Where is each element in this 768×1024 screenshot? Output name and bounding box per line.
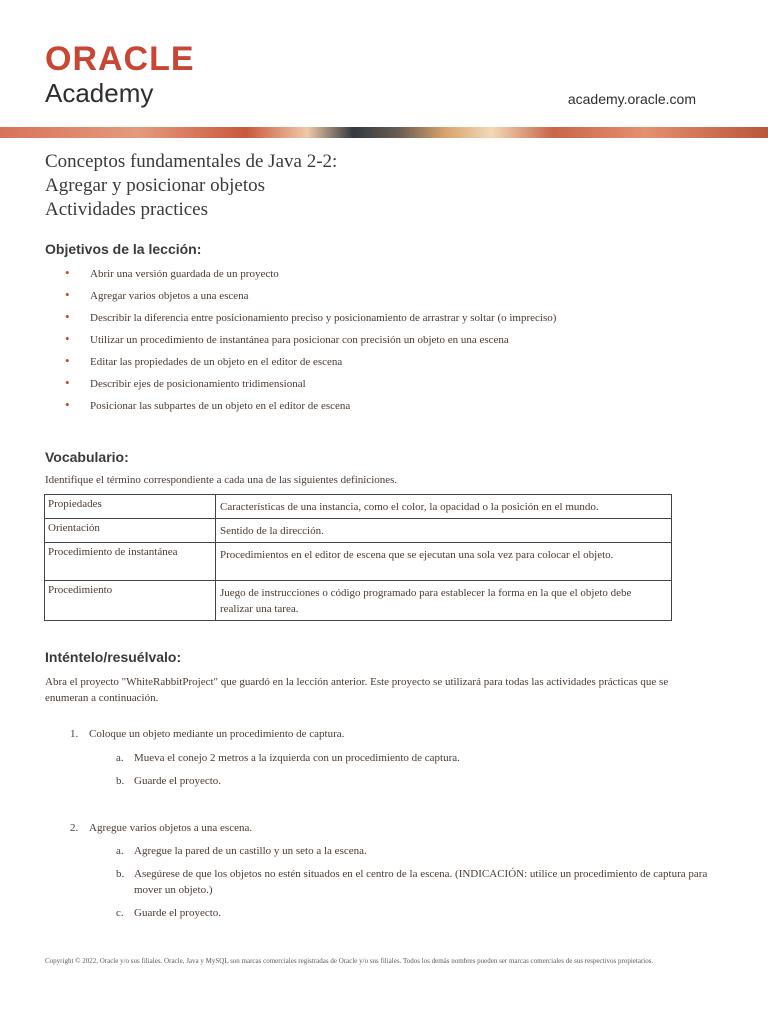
title-line-3: Actividades practices [45, 199, 209, 220]
substep-letter: c. [116, 907, 124, 919]
table-row [45, 543, 672, 581]
substep [116, 843, 367, 859]
table-row [45, 581, 672, 621]
page-header [0, 0, 768, 140]
substep-letter: b. [116, 775, 125, 787]
list-item: • Posicionar las subpartes de un objeto en el editor de escena [45, 398, 556, 420]
table-row [45, 495, 672, 519]
objectives-list [45, 266, 556, 420]
step-text: Agregue varios objetos a una escena. [89, 822, 253, 834]
vocab-definition: Procedimientos en el editor de escena que se ejecutan una sola vez para colocar el objeto. [216, 543, 672, 581]
vocab-definition: Características de una instancia, como el color, la opacidad o la posición en el mundo. [216, 495, 672, 519]
logo-brand: ORACLE [45, 40, 195, 78]
substep-letter: a. [116, 752, 124, 764]
list-item: • Describir ejes de posicionamiento tridimensional [45, 376, 556, 398]
substep-text: Mueva el conejo 2 metros a la izquierda con un procedimiento de captura. [134, 752, 460, 764]
step-text: Coloque un objeto mediante un procedimiento de captura. [89, 728, 345, 740]
step-1 [70, 726, 344, 742]
vocab-term: Propiedades [45, 495, 216, 519]
try-it-heading: Inténtelo/resuélvalo: [45, 649, 182, 665]
list-item: • Agregar varios objetos a una escena [45, 288, 556, 310]
list-item: • Abrir una versión guardada de un proyecto [45, 266, 556, 288]
oracle-academy-logo [45, 42, 195, 108]
objectives-heading: Objetivos de la lección: [45, 241, 202, 257]
site-url: academy.oracle.com [567, 91, 696, 107]
substep-letter: a. [116, 845, 124, 857]
document-title [45, 150, 337, 222]
step-2 [70, 820, 252, 836]
vocab-definition: Sentido de la dirección. [216, 519, 672, 543]
vocab-term: Orientación [45, 519, 216, 543]
vocabulary-table [44, 494, 672, 621]
decorative-banner [0, 127, 768, 138]
substep [116, 866, 711, 898]
try-it-intro: Abra el proyecto "WhiteRabbitProject" que guardó en la lección anterior. Este proyecto se utilizará para todas las actividades prácticas que se enumeran a continuación. [45, 676, 669, 704]
substep-letter: b. [116, 868, 125, 880]
vocab-term: Procedimiento [45, 581, 216, 621]
substep [116, 905, 221, 921]
substep [116, 750, 460, 766]
vocab-term: Procedimiento de instantánea [45, 543, 216, 581]
title-line-1: Conceptos fundamentales de Java 2-2: [45, 151, 338, 172]
substep-text: Guarde el proyecto. [134, 907, 222, 919]
substep-text: Asegúrese de que los objetos no estén situados en el centro de la escena. (INDICACIÓN: utilice un procedimiento de captura para mover un objeto.) [134, 868, 708, 896]
list-item: • Describir la diferencia entre posicionamiento preciso y posicionamiento de arrastrar y soltar (o impreciso) [45, 310, 556, 332]
list-item: • Editar las propiedades de un objeto en el editor de escena [45, 354, 556, 376]
substep [116, 773, 221, 789]
list-item: • Utilizar un procedimiento de instantánea para posicionar con precisión un objeto en una escena [45, 332, 556, 354]
title-line-2: Agregar y posicionar objetos [45, 175, 266, 196]
vocab-definition: Juego de instrucciones o código programado para establecer la forma en la que el objeto debe realizar una tarea. [216, 581, 672, 621]
vocabulary-heading: Vocabulario: [45, 449, 129, 465]
vocabulary-instruction: Identifique el término correspondiente a cada una de las siguientes definiciones. [45, 474, 398, 486]
logo-sub: Academy [45, 78, 154, 108]
step-number: 1. [70, 728, 79, 740]
substep-text: Agregue la pared de un castillo y un seto a la escena. [134, 845, 367, 857]
copyright-footer: Copyright © 2022, Oracle y/o sus filiales. Oracle, Java y MySQL son marcas comerciales registradas de Oracle y/o sus filiales. Todos los demás nombres pueden ser marcas comerciales de sus respectivos propietarios. [45, 957, 654, 965]
step-number: 2. [70, 822, 79, 834]
table-row [45, 519, 672, 543]
substep-text: Guarde el proyecto. [134, 775, 222, 787]
